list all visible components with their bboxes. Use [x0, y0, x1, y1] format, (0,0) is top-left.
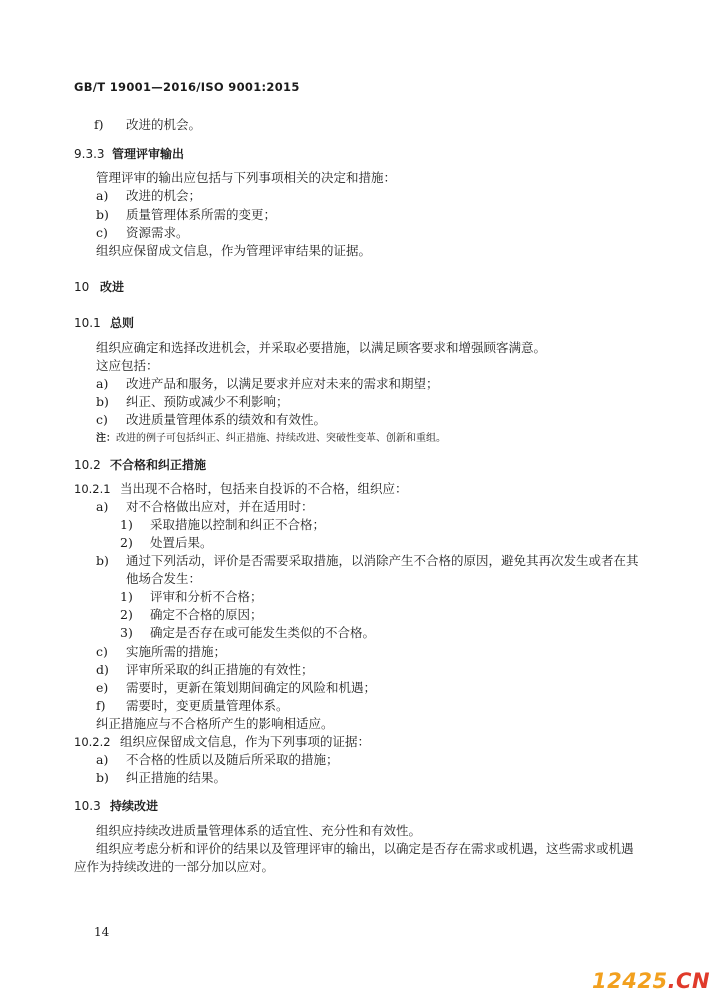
page-number: 14: [94, 925, 110, 939]
item-marker: a): [96, 752, 109, 767]
item-marker: b): [96, 207, 109, 222]
clause-number: 10.2.1: [74, 482, 111, 496]
list-item: [94, 116, 201, 134]
item-marker: d): [96, 662, 109, 677]
item-marker: 2): [120, 607, 133, 622]
item-marker: b): [96, 553, 109, 568]
section-heading-10-3: [74, 797, 158, 814]
document-header: GB/T 19001—2016/ISO 9001:2015: [74, 80, 300, 94]
item-text: 实施所需的措施；: [126, 644, 227, 659]
watermark-tld: .CN: [667, 969, 710, 993]
paragraph: 组织应确定和选择改进机会，并采取必要措施，以满足顾客要求和增强顾客满意。: [96, 340, 547, 355]
watermark-logo: [592, 969, 710, 993]
paragraph: 管理评审的输出应包括与下列事项相关的决定和措施：: [96, 170, 397, 185]
paragraph-continuation: 应作为持续改进的一部分加以应对。: [74, 859, 275, 874]
section-title: 改进: [100, 280, 125, 294]
paragraph: 组织应持续改进质量管理体系的适宜性、充分性和有效性。: [96, 823, 422, 838]
item-marker: c): [96, 225, 108, 240]
watermark-numbers: 12425: [592, 969, 668, 993]
item-marker: 2): [120, 535, 133, 550]
item-text: 改进产品和服务，以满足要求并应对未来的需求和期望；: [126, 376, 439, 391]
item-text: 纠正措施的结果。: [126, 770, 227, 785]
item-text: 通过下列活动，评价是否需要采取措施，以消除产生不合格的原因，避免其再次发生或者在其: [126, 553, 639, 568]
paragraph: 这应包括：: [96, 358, 159, 373]
section-number: 9.3.3: [74, 147, 105, 161]
section-title: 不合格和纠正措施: [110, 458, 207, 472]
item-text: 改进的机会。: [126, 117, 202, 132]
item-text: 处置后果。: [150, 535, 213, 550]
paragraph: 组织应考虑分析和评价的结果以及管理评审的输出，以确定是否存在需求或机遇，这些需求或机遇: [96, 841, 634, 856]
item-marker: 1): [120, 589, 133, 604]
item-marker: a): [96, 188, 109, 203]
item-text: 需要时，变更质量管理体系。: [126, 698, 289, 713]
note-text: 改进的例子可包括纠正、纠正措施、持续改进、突破性变革、创新和重组。: [116, 433, 446, 444]
item-text: 改进质量管理体系的绩效和有效性。: [126, 412, 327, 427]
section-title: 总则: [110, 316, 135, 330]
item-marker: c): [96, 644, 108, 659]
item-text: 资源需求。: [126, 225, 189, 240]
clause-text: 组织应保留成文信息，作为下列事项的证据：: [120, 734, 371, 749]
item-text: 纠正、预防或减少不利影响；: [126, 394, 289, 409]
clause-10-2-1: [74, 480, 408, 498]
list-item: [96, 661, 314, 679]
section-number: 10: [74, 280, 90, 294]
list-item: [96, 206, 276, 224]
list-item: [96, 697, 289, 715]
list-item: [96, 375, 439, 393]
sub-list-item: [120, 624, 375, 642]
list-item-continuation: 他场合发生：: [126, 571, 202, 586]
item-marker: 1): [120, 517, 133, 532]
section-heading-10-2: [74, 456, 206, 473]
item-marker: f): [94, 117, 104, 132]
list-item: [96, 751, 339, 769]
item-text: 对不合格做出应对，并在适用时：: [126, 499, 314, 514]
list-item: [96, 411, 326, 429]
list-item: [96, 643, 226, 661]
item-text: 不合格的性质以及随后所采取的措施；: [126, 752, 339, 767]
section-heading-9-3-3: [74, 145, 184, 162]
item-text: 采取措施以控制和纠正不合格；: [150, 517, 326, 532]
list-item: [96, 187, 201, 205]
sub-list-item: [120, 516, 325, 534]
list-item: [96, 552, 639, 570]
list-item: [96, 679, 376, 697]
clause-10-2-2: [74, 733, 370, 751]
section-number: 10.3: [74, 799, 101, 813]
item-marker: c): [96, 412, 108, 427]
item-marker: a): [96, 499, 109, 514]
clause-text: 当出现不合格时，包括来自投诉的不合格，组织应：: [120, 481, 408, 496]
item-text: 确定是否存在或可能发生类似的不合格。: [150, 625, 376, 640]
section-title: 管理评审输出: [112, 147, 185, 161]
chapter-heading-10: [74, 278, 124, 295]
sub-list-item: [120, 606, 263, 624]
sub-list-item: [120, 534, 213, 552]
item-marker: e): [96, 680, 109, 695]
item-marker: 3): [120, 625, 133, 640]
section-title: 持续改进: [110, 799, 159, 813]
item-text: 需要时，更新在策划期间确定的风险和机遇；: [126, 680, 377, 695]
item-marker: b): [96, 770, 109, 785]
list-item: [96, 224, 189, 242]
item-text: 确定不合格的原因；: [150, 607, 263, 622]
item-marker: f): [96, 698, 106, 713]
item-text: 改进的机会；: [126, 188, 202, 203]
sub-list-item: [120, 588, 263, 606]
clause-number: 10.2.2: [74, 735, 111, 749]
section-number: 10.2: [74, 458, 101, 472]
list-item: [96, 393, 289, 411]
item-marker: a): [96, 376, 109, 391]
item-text: 评审和分析不合格；: [150, 589, 263, 604]
item-text: 评审所采取的纠正措施的有效性；: [126, 662, 314, 677]
paragraph: 纠正措施应与不合格所产生的影响相适应。: [96, 716, 334, 731]
paragraph: 组织应保留成文信息，作为管理评审结果的证据。: [96, 243, 372, 258]
list-item: [96, 769, 226, 787]
section-heading-10-1: [74, 314, 134, 331]
item-marker: b): [96, 394, 109, 409]
item-text: 质量管理体系所需的变更；: [126, 207, 277, 222]
note: [96, 429, 446, 444]
list-item: [96, 498, 314, 516]
section-number: 10.1: [74, 316, 101, 330]
note-label: 注：: [96, 433, 116, 444]
